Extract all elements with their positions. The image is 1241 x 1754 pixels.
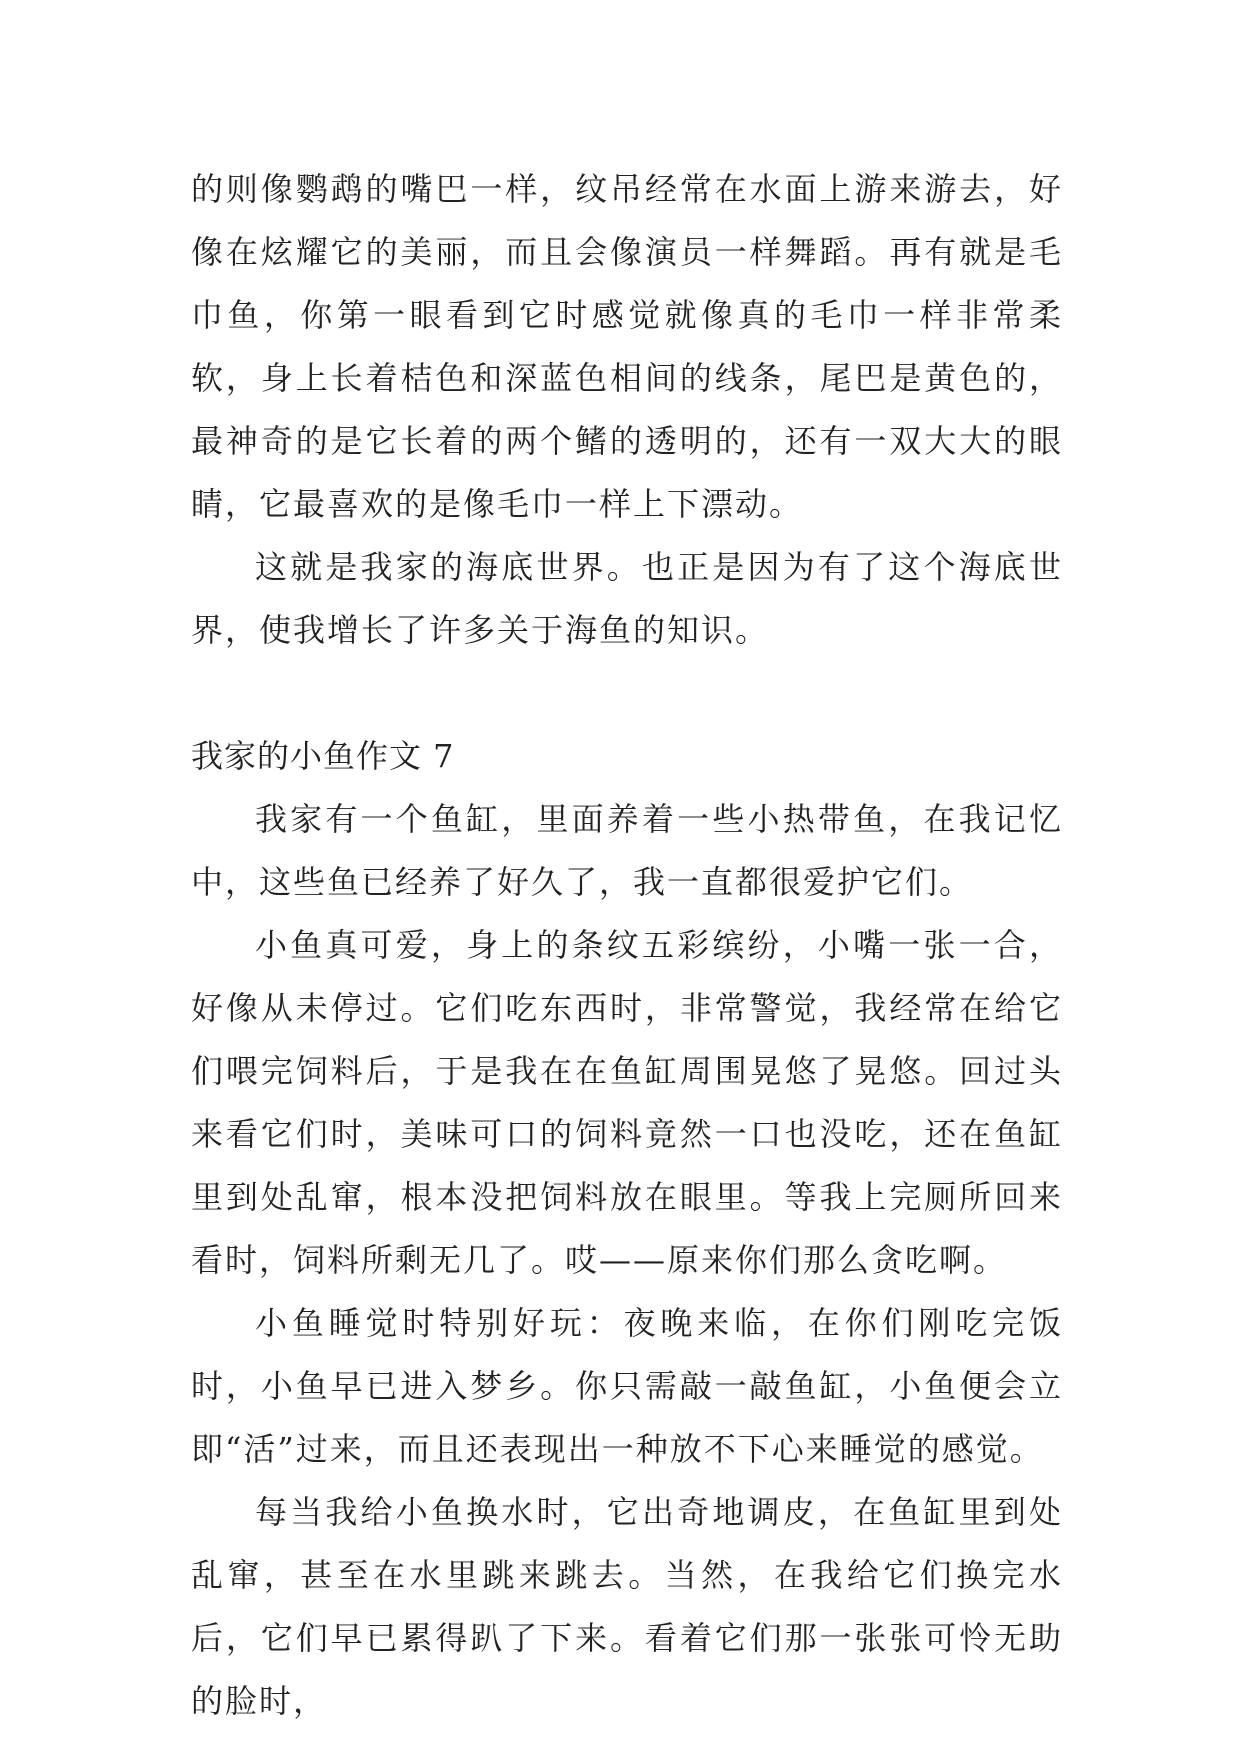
paragraph-4: 每当我给小鱼换水时，它出奇地调皮，在鱼缸里到处乱窜，甚至在水里跳来跳去。当然，在我给它们换完水后，它们早已累得趴了下来。看着它们那一张张可怜无助的脸时， bbox=[191, 1493, 1063, 1720]
paragraph-2: 小鱼真可爱，身上的条纹五彩缤纷，小嘴一张一合，好像从未停过。它们吃东西时，非常警觉，我经常在给它们喂完饲料后，于是我在在鱼缸周围晃悠了晃悠。回过头来看它们时，美味可口的饲料竟然一口也没吃，还在鱼缸里到处乱窜，根本没把饲料放在眼里。等我上完厕所回来看时，饲料所剩无几了。哎——原来你们那么贪吃啊。 bbox=[191, 926, 1063, 1279]
document-body bbox=[191, 158, 1063, 1733]
section-title: 我家的小鱼作文 7 bbox=[191, 737, 455, 775]
section-spacer bbox=[191, 662, 1063, 725]
paragraph-1: 我家有一个鱼缸，里面养着一些小热带鱼，在我记忆中，这些鱼已经养了好久了，我一直都很爱护它们。 bbox=[191, 800, 1063, 901]
paragraph-continued-1: 的则像鹦鹉的嘴巴一样，纹吊经常在水面上游来游去，好像在炫耀它的美丽，而且会像演员一样舞蹈。再有就是毛巾鱼，你第一眼看到它时感觉就像真的毛巾一样非常柔软，身上长着桔色和深蓝色相间的线条，尾巴是黄色的，最神奇的是它长着的两个鳍的透明的，还有一双大大的眼睛，它最喜欢的是像毛巾一样上下漂动。 bbox=[191, 170, 1063, 523]
paragraph-3: 小鱼睡觉时特别好玩：夜晚来临，在你们刚吃完饭时，小鱼早已进入梦乡。你只需敲一敲鱼缸，小鱼便会立即“活”过来，而且还表现出一种放不下心来睡觉的感觉。 bbox=[191, 1304, 1063, 1468]
paragraph-continued-2: 这就是我家的海底世界。也正是因为有了这个海底世界，使我增长了许多关于海鱼的知识。 bbox=[191, 548, 1063, 649]
